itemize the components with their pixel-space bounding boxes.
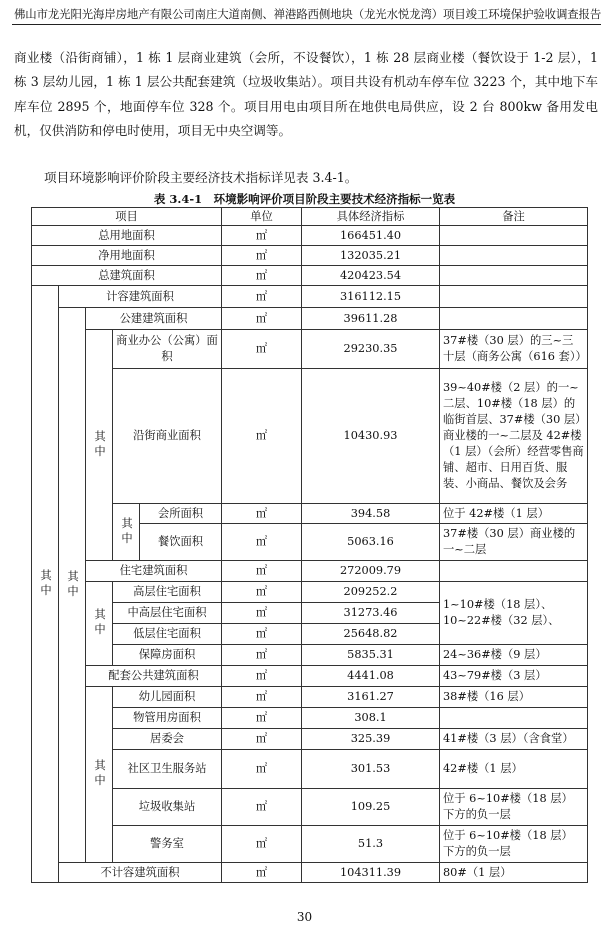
row-item: 计容建筑面积 xyxy=(59,286,222,308)
row-value: 104311.39 xyxy=(302,863,440,883)
row-value: 29230.35 xyxy=(302,330,440,369)
row-unit: ㎡ xyxy=(222,308,302,330)
row-item: 物管用房面积 xyxy=(113,708,222,729)
table-row xyxy=(32,561,588,582)
row-unit: ㎡ xyxy=(222,624,302,645)
table-row xyxy=(32,330,588,369)
table-row xyxy=(32,687,588,708)
row-item: 垃圾收集站 xyxy=(113,789,222,826)
table-row xyxy=(32,789,588,826)
row-item: 低层住宅面积 xyxy=(113,624,222,645)
row-item: 保障房面积 xyxy=(113,645,222,666)
row-note: 1~10#楼（18 层）、10~22#楼（32 层）、 xyxy=(440,582,588,645)
row-unit: ㎡ xyxy=(222,582,302,603)
row-note: 位于 42#楼（1 层） xyxy=(440,504,588,524)
row-note xyxy=(440,708,588,729)
indicator-table xyxy=(31,207,588,883)
row-item: 住宅建筑面积 xyxy=(86,561,222,582)
qizhong-label-level4: 其中 xyxy=(113,504,140,561)
row-note: 80#（1 层） xyxy=(440,863,588,883)
qizhong-label-level3-public: 其中 xyxy=(86,330,113,561)
row-value: 316112.15 xyxy=(302,286,440,308)
table-row xyxy=(32,369,588,504)
col-header-item: 项目 xyxy=(32,208,222,226)
row-note xyxy=(440,226,588,246)
row-unit: ㎡ xyxy=(222,863,302,883)
col-header-note: 备注 xyxy=(440,208,588,226)
row-value: 4441.08 xyxy=(302,666,440,687)
row-unit: ㎡ xyxy=(222,645,302,666)
row-note: 41#楼（3 层）（含食堂） xyxy=(440,729,588,750)
row-value: 132035.21 xyxy=(302,246,440,266)
row-value: 325.39 xyxy=(302,729,440,750)
body-paragraph: 商业楼（沿街商铺），1 栋 1 层商业建筑（会所，不设餐饮），1 栋 28 层商业楼（餐饮设于 1-2 层），1 栋 3 层幼儿园，1 栋 1 层公共配套建筑（垃圾收集站）。项目共设有机动车停车位 3223 个，其中地下车库车位 2895 个，地面停车位 328 个。项目用电由项目所在地供电局供应，设 2 台 800kw 备用发电机，仅供消防和停电时使用，项目无中央空调等。 xyxy=(14,50,598,138)
page-header: 佛山市龙光阳光海岸房地产有限公司南庄大道南侧、禅港路西侧地块（龙光水悦龙湾）项目竣工环境保护验收调查报告 xyxy=(14,7,602,21)
row-unit: ㎡ xyxy=(222,708,302,729)
row-item: 商业办公（公寓）面积 xyxy=(113,330,222,369)
table-row xyxy=(32,750,588,789)
row-unit: ㎡ xyxy=(222,750,302,789)
row-note xyxy=(440,266,588,286)
table-row xyxy=(32,645,588,666)
row-unit: ㎡ xyxy=(222,603,302,624)
table-row xyxy=(32,582,588,603)
row-note: 37#楼（30 层）的三~三十层（商务公寓（616 套）） xyxy=(440,330,588,369)
row-item: 居委会 xyxy=(113,729,222,750)
table-row xyxy=(32,863,588,883)
qizhong-label-level1: 其中 xyxy=(32,286,59,883)
row-item: 配套公共建筑面积 xyxy=(86,666,222,687)
row-value: 3161.27 xyxy=(302,687,440,708)
row-unit: ㎡ xyxy=(222,246,302,266)
row-item: 高层住宅面积 xyxy=(113,582,222,603)
row-value: 51.3 xyxy=(302,826,440,863)
row-item: 总建筑面积 xyxy=(32,266,222,286)
row-note xyxy=(440,561,588,582)
row-item: 幼儿园面积 xyxy=(113,687,222,708)
qizhong-label-level3-residential: 其中 xyxy=(86,582,113,666)
row-unit: ㎡ xyxy=(222,687,302,708)
row-unit: ㎡ xyxy=(222,226,302,246)
row-item: 公建建筑面积 xyxy=(86,308,222,330)
row-note xyxy=(440,246,588,266)
row-note: 位于 6~10#楼（18 层）下方的负一层 xyxy=(440,789,588,826)
col-header-unit: 单位 xyxy=(222,208,302,226)
row-unit: ㎡ xyxy=(222,729,302,750)
row-value: 420423.54 xyxy=(302,266,440,286)
page-number: 30 xyxy=(296,910,313,924)
qizhong-label-level3-facilities: 其中 xyxy=(86,687,113,863)
table-caption: 表 3.4-1 环境影响评价项目阶段主要技术经济指标一览表 xyxy=(153,192,456,206)
row-item: 净用地面积 xyxy=(32,246,222,266)
row-note: 位于 6~10#楼（18 层）下方的负一层 xyxy=(440,826,588,863)
row-unit: ㎡ xyxy=(222,524,302,561)
row-value: 39611.28 xyxy=(302,308,440,330)
row-value: 10430.93 xyxy=(302,369,440,504)
row-value: 25648.82 xyxy=(302,624,440,645)
table-row xyxy=(32,729,588,750)
table-row xyxy=(32,266,588,286)
table-row xyxy=(32,666,588,687)
row-value: 301.53 xyxy=(302,750,440,789)
row-unit: ㎡ xyxy=(222,666,302,687)
header-rule xyxy=(12,24,601,25)
row-item: 会所面积 xyxy=(140,504,222,524)
row-note: 42#楼（1 层） xyxy=(440,750,588,789)
row-note xyxy=(440,308,588,330)
row-value: 308.1 xyxy=(302,708,440,729)
row-unit: ㎡ xyxy=(222,266,302,286)
row-value: 5835.31 xyxy=(302,645,440,666)
col-header-value: 具体经济指标 xyxy=(302,208,440,226)
row-item: 总用地面积 xyxy=(32,226,222,246)
table-row xyxy=(32,286,588,308)
row-item: 沿街商业面积 xyxy=(113,369,222,504)
row-unit: ㎡ xyxy=(222,826,302,863)
row-value: 5063.16 xyxy=(302,524,440,561)
row-unit: ㎡ xyxy=(222,286,302,308)
table-row xyxy=(32,226,588,246)
intro-line: 项目环境影响评价阶段主要经济技术指标详见表 3.4-1。 xyxy=(44,170,358,185)
row-unit: ㎡ xyxy=(222,789,302,826)
row-value: 109.25 xyxy=(302,789,440,826)
table-header-row xyxy=(32,208,588,226)
row-value: 272009.79 xyxy=(302,561,440,582)
row-value: 209252.2 xyxy=(302,582,440,603)
table-row xyxy=(32,504,588,524)
row-note xyxy=(440,286,588,308)
row-item: 社区卫生服务站 xyxy=(113,750,222,789)
row-value: 166451.40 xyxy=(302,226,440,246)
row-unit: ㎡ xyxy=(222,330,302,369)
row-item: 中高层住宅面积 xyxy=(113,603,222,624)
row-item: 不计容建筑面积 xyxy=(59,863,222,883)
row-unit: ㎡ xyxy=(222,369,302,504)
qizhong-label-level2: 其中 xyxy=(59,308,86,863)
row-note: 43~79#楼（3 层） xyxy=(440,666,588,687)
row-note: 39~40#楼（2 层）的一~二层、10#楼（18 层）的临街首层、37#楼（30 层）商业楼的一~二层及 42#楼（1 层）（会所）经营零售商铺、超市、日用百货、服装、小商品、餐饮及会务 xyxy=(440,369,588,504)
row-value: 31273.46 xyxy=(302,603,440,624)
row-note: 37#楼（30 层）商业楼的一~二层 xyxy=(440,524,588,561)
row-note: 24~36#楼（9 层） xyxy=(440,645,588,666)
table-row xyxy=(32,826,588,863)
row-item: 警务室 xyxy=(113,826,222,863)
row-value: 394.58 xyxy=(302,504,440,524)
table-row xyxy=(32,246,588,266)
row-item: 餐饮面积 xyxy=(140,524,222,561)
row-unit: ㎡ xyxy=(222,504,302,524)
row-unit: ㎡ xyxy=(222,561,302,582)
row-note: 38#楼（16 层） xyxy=(440,687,588,708)
table-row xyxy=(32,708,588,729)
table-row xyxy=(32,308,588,330)
